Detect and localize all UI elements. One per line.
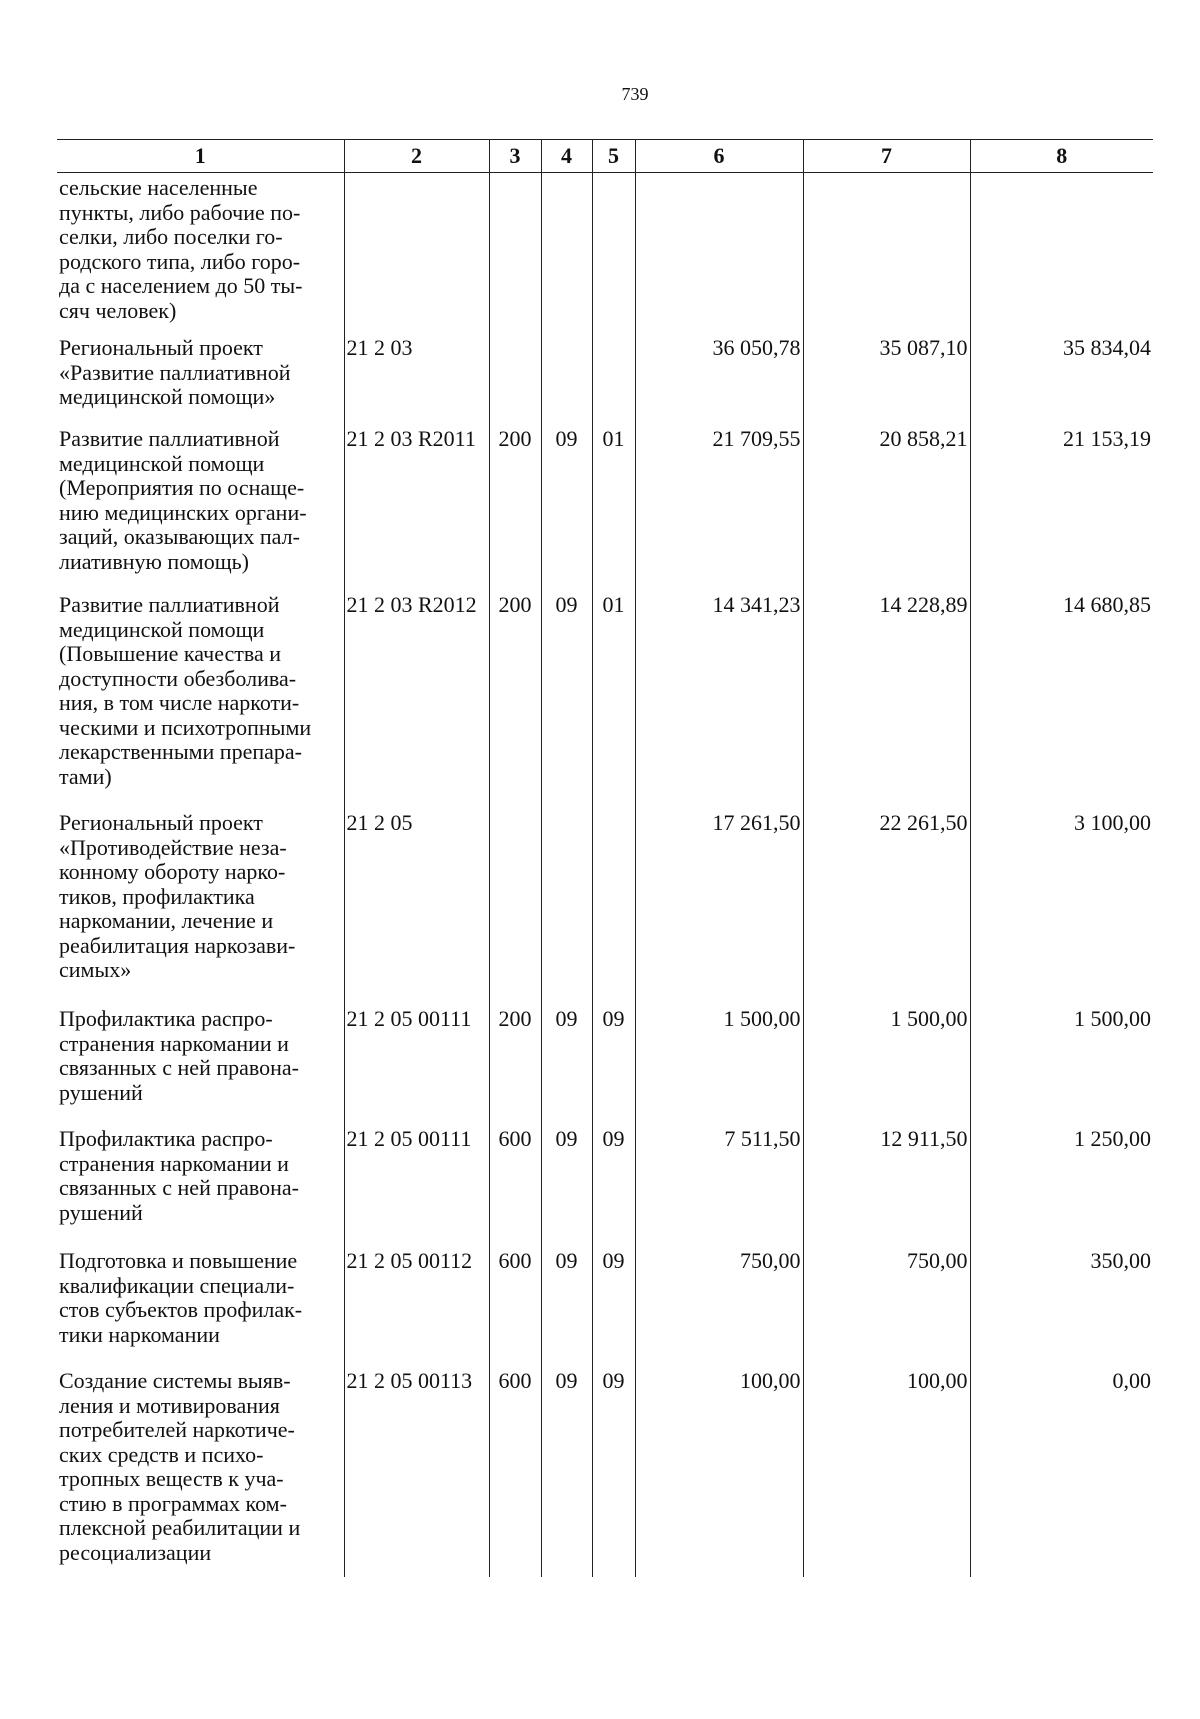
row-name: Развитие паллиативной медицинской помощи (Повышение качества и доступности обезболива- ния, в том числе наркоти- ческими и психотропными лекарственными препара- тами) [59, 592, 312, 789]
row-code: 21 2 05 00111 [344, 1127, 489, 1249]
page-number: 739 [621, 84, 649, 104]
column-header-6: 6 [635, 140, 803, 173]
row-col5: 09 [592, 1249, 635, 1369]
row-amount-7: 14 228,89 [803, 593, 970, 811]
row-col5: 09 [592, 1127, 635, 1249]
row-col3: 600 [489, 1249, 541, 1369]
row-name: Профилактика распро- странения наркомании и связанных с ней правона- рушений [59, 1006, 299, 1105]
row-amount-8 [970, 173, 1153, 335]
row-name: Создание системы выяв- ления и мотивирования потребителей наркотиче- ских средств и психо- тропных веществ к уча- стию в программах ком- плексной реабилитации и ресоциализации [59, 1368, 301, 1565]
row-amount-8: 3 100,00 [970, 811, 1153, 1007]
row-code: 21 2 05 [344, 811, 489, 1007]
row-amount-6: 750,00 [635, 1249, 803, 1369]
row-code: 21 2 03 R2012 [344, 593, 489, 811]
row-col4 [541, 811, 592, 1007]
row-col5 [592, 334, 635, 427]
row-amount-6: 14 341,23 [635, 593, 803, 811]
row-col3 [489, 811, 541, 1007]
row-name: Региональный проект «Развитие паллиативной медицинской помощи» [59, 335, 291, 409]
row-code: 21 2 03 R2011 [344, 427, 489, 593]
table-row [57, 173, 1153, 335]
row-amount-6: 17 261,50 [635, 811, 803, 1007]
row-amount-6: 21 709,55 [635, 427, 803, 593]
row-amount-8: 1 500,00 [970, 1007, 1153, 1127]
table-row [57, 593, 1153, 811]
row-col5: 09 [592, 1007, 635, 1127]
row-amount-6: 36 050,78 [635, 334, 803, 427]
row-col4: 09 [541, 593, 592, 811]
table-row [57, 1127, 1153, 1249]
row-amount-8: 14 680,85 [970, 593, 1153, 811]
column-header-1: 1 [57, 140, 344, 173]
row-col5: 09 [592, 1369, 635, 1577]
row-amount-8: 1 250,00 [970, 1127, 1153, 1249]
row-amount-7 [803, 173, 970, 335]
row-code: 21 2 03 [344, 334, 489, 427]
row-col4: 09 [541, 1007, 592, 1127]
row-col4: 09 [541, 1369, 592, 1577]
row-amount-6: 7 511,50 [635, 1127, 803, 1249]
table-row [57, 811, 1153, 1007]
row-col4: 09 [541, 1249, 592, 1369]
row-amount-8: 35 834,04 [970, 334, 1153, 427]
row-amount-7: 12 911,50 [803, 1127, 970, 1249]
table-row [57, 427, 1153, 593]
row-col3: 600 [489, 1369, 541, 1577]
row-amount-6: 100,00 [635, 1369, 803, 1577]
row-code: 21 2 05 00112 [344, 1249, 489, 1369]
row-col3 [489, 334, 541, 427]
row-name: Профилактика распро- странения наркомании и связанных с ней правона- рушений [59, 1126, 299, 1225]
row-col5 [592, 811, 635, 1007]
row-amount-7: 20 858,21 [803, 427, 970, 593]
row-col3: 200 [489, 1007, 541, 1127]
table-row [57, 334, 1153, 427]
row-col3: 200 [489, 427, 541, 593]
row-col3: 200 [489, 593, 541, 811]
column-header-4: 4 [541, 140, 592, 173]
row-amount-7: 22 261,50 [803, 811, 970, 1007]
row-col4 [541, 334, 592, 427]
table-row [57, 1249, 1153, 1369]
row-col4: 09 [541, 427, 592, 593]
header-row [57, 140, 1153, 173]
row-amount-6 [635, 173, 803, 335]
row-amount-8: 350,00 [970, 1249, 1153, 1369]
column-header-5: 5 [592, 140, 635, 173]
row-col4 [541, 173, 592, 335]
budget-table [57, 139, 1153, 1577]
column-header-8: 8 [970, 140, 1153, 173]
row-code: 21 2 05 00113 [344, 1369, 489, 1577]
row-col4: 09 [541, 1127, 592, 1249]
column-header-3: 3 [489, 140, 541, 173]
row-amount-8: 0,00 [970, 1369, 1153, 1577]
table-row [57, 1007, 1153, 1127]
column-header-7: 7 [803, 140, 970, 173]
row-name: Развитие паллиативной медицинской помощи (Мероприятия по оснаще- нию медицинских органи- заций, оказывающих пал- лиативную помощь) [59, 426, 307, 574]
row-code: 21 2 05 00111 [344, 1007, 489, 1127]
row-amount-7: 1 500,00 [803, 1007, 970, 1127]
row-amount-8: 21 153,19 [970, 427, 1153, 593]
row-col5: 01 [592, 427, 635, 593]
column-header-2: 2 [344, 140, 489, 173]
row-amount-7: 750,00 [803, 1249, 970, 1369]
table-row [57, 1369, 1153, 1577]
row-name: сельские населенные пункты, либо рабочие по- селки, либо поселки го- родского типа, либо горо- да с населением до 50 ты- сяч человек) [59, 175, 303, 323]
row-col5 [592, 173, 635, 335]
row-amount-6: 1 500,00 [635, 1007, 803, 1127]
row-col3 [489, 173, 541, 335]
row-name: Региональный проект «Противодействие неза- конному обороту нарко- тиков, профилактика наркомании, лечение и реабилитация наркозави- симых» [59, 810, 296, 982]
row-code [344, 173, 489, 335]
row-col5: 01 [592, 593, 635, 811]
row-col3: 600 [489, 1127, 541, 1249]
row-amount-7: 35 087,10 [803, 334, 970, 427]
row-amount-7: 100,00 [803, 1369, 970, 1577]
row-name: Подготовка и повышение квалификации специали- стов субъектов профилак- тики наркомании [59, 1248, 303, 1347]
